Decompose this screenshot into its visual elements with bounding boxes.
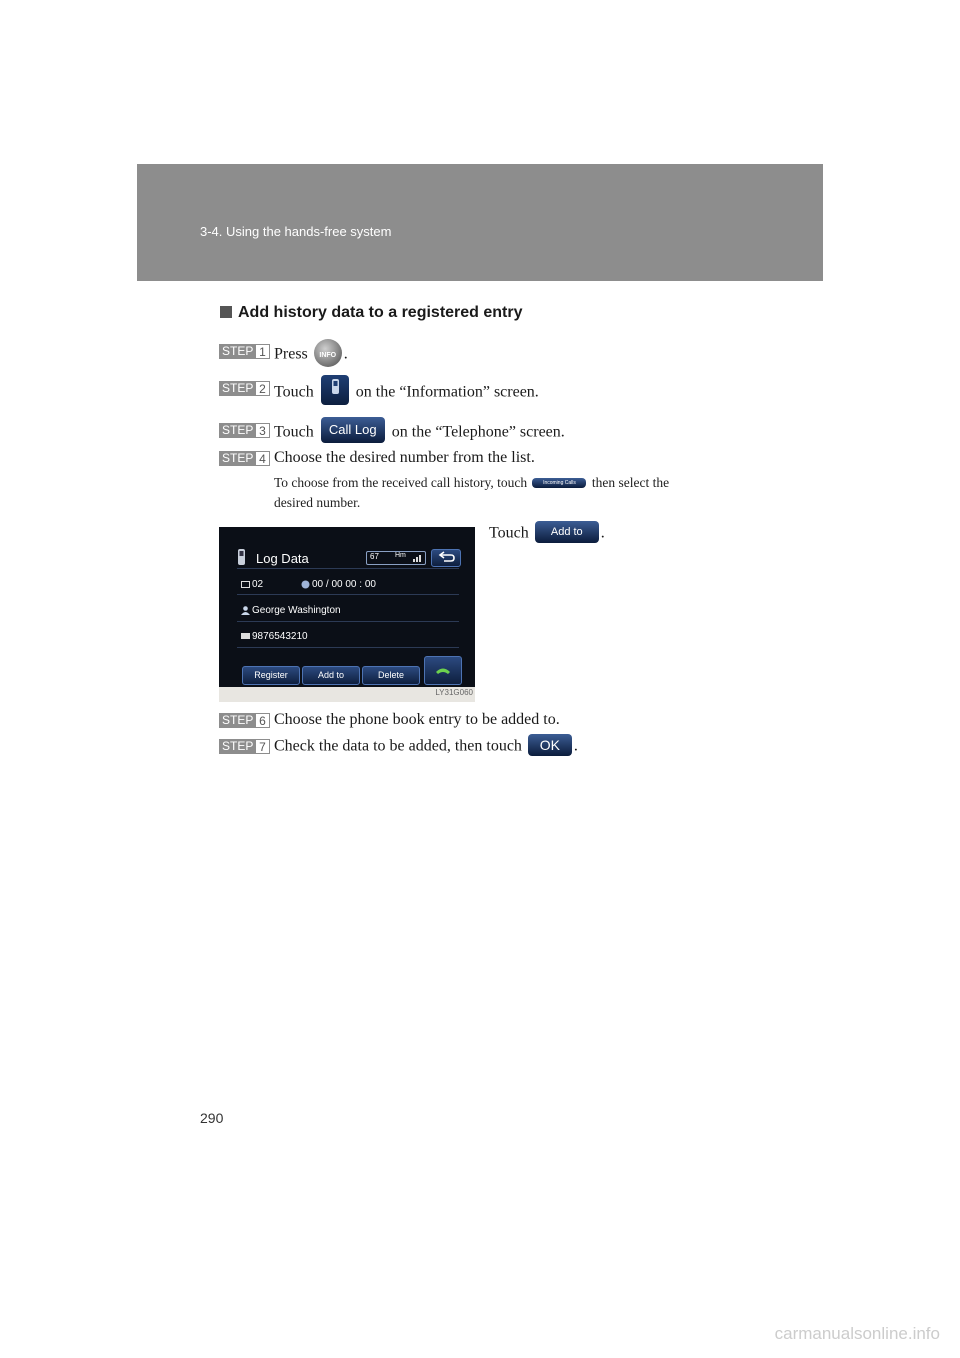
ok-button: OK	[528, 734, 572, 756]
image-code: LY31G060	[435, 688, 473, 697]
step-7-text: Check the data to be added, then touch OK .	[274, 736, 578, 758]
signal-icon	[413, 553, 423, 562]
step-4-text: Choose the desired number from the list.	[274, 449, 535, 466]
back-arrow-icon	[432, 550, 460, 566]
step-6-text: Choose the phone book entry to be added to.	[274, 711, 560, 728]
step-5-text: Touch Add to .	[489, 523, 605, 545]
page-number: 290	[200, 1110, 224, 1126]
step-2-text: Touch on the “Information” screen.	[274, 378, 539, 408]
log-data-screen	[219, 527, 475, 702]
telephone-button-icon	[321, 375, 349, 405]
watermark: carmanualsonline.info	[774, 1324, 940, 1343]
step-badge-2: STEP 2	[219, 381, 270, 396]
phone-number: 9876543210	[252, 631, 308, 642]
step-badge-3: STEP 3	[219, 423, 270, 438]
add-to-button: Add to	[535, 521, 599, 543]
section-title: 3-4. Using the hands-free system	[200, 224, 392, 239]
step-badge-6: STEP 6	[219, 713, 270, 728]
step-1-text: Press INFO .	[274, 341, 348, 369]
globe-icon	[301, 580, 310, 589]
step-3-text: Touch Call Log on the “Telephone” screen.	[274, 420, 565, 446]
note-text: To choose from the received call history, touch Incoming Calls then select the desired number.	[274, 475, 670, 510]
datetime: 00 / 00 00 : 00	[312, 579, 376, 590]
header-band	[137, 164, 823, 281]
square-bullet-icon	[220, 306, 232, 318]
incoming-calls-button: Incoming Calls	[532, 478, 586, 488]
person-icon	[241, 606, 250, 615]
info-button-icon: INFO	[314, 339, 342, 367]
heading-text: Add history data to a registered entry	[238, 304, 523, 321]
section-heading	[220, 304, 523, 322]
handset-icon	[425, 657, 461, 684]
step-badge-4: STEP 4	[219, 451, 270, 466]
back-button	[431, 549, 461, 567]
call-button	[424, 656, 462, 685]
status-bar: 67 Hm	[366, 551, 426, 565]
step-badge-7: STEP 7	[219, 739, 270, 754]
step-badge-1: STEP 1	[219, 344, 270, 359]
number-icon	[241, 633, 250, 639]
contact-name: George Washington	[252, 605, 341, 616]
phone-icon	[237, 548, 247, 566]
register-button: Register	[242, 666, 300, 685]
entry-number: 02	[252, 579, 264, 590]
entry-icon	[241, 581, 250, 588]
screen-add-to-button: Add to	[302, 666, 360, 685]
call-log-button: Call Log	[321, 417, 385, 443]
screen-title: Log Data	[256, 551, 309, 566]
delete-button: Delete	[362, 666, 420, 685]
